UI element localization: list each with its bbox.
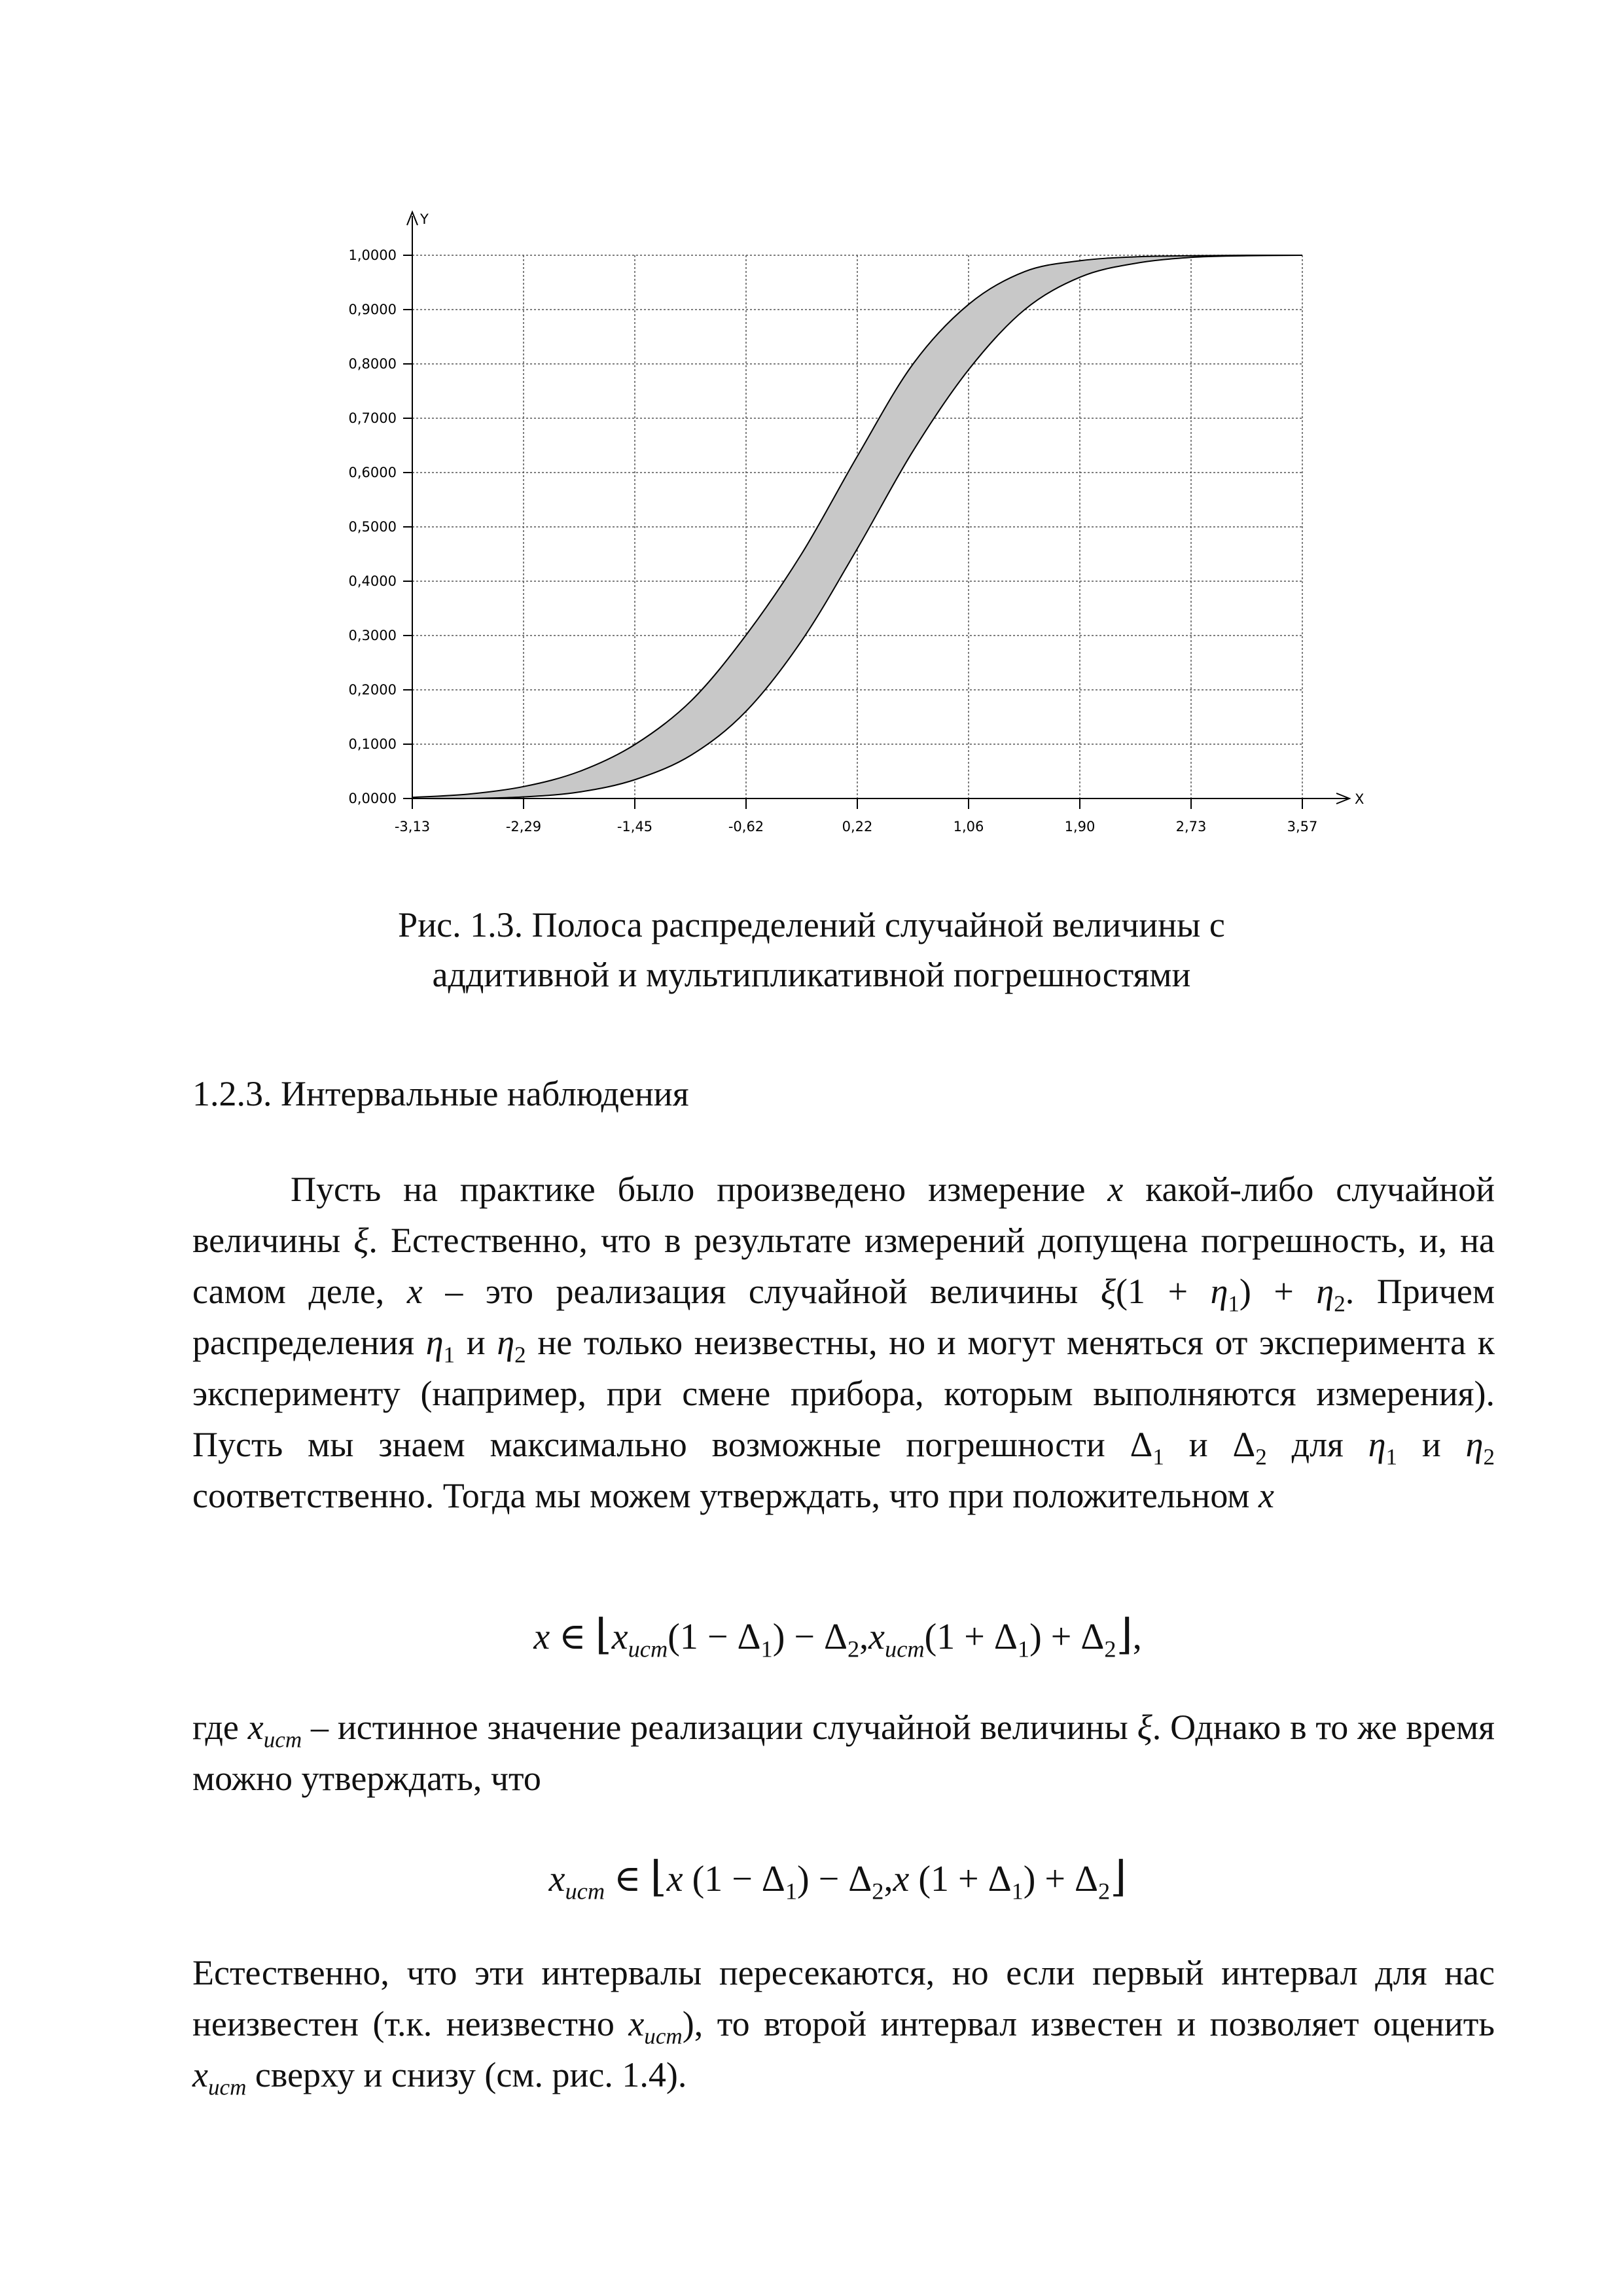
x-tick-label: 0,22 [842,819,873,834]
x-tick-labels [395,819,1318,834]
y-tick-label: 1,0000 [348,247,397,263]
y-tick-label: 0,5000 [348,519,397,535]
x-tick-label: -1,45 [616,819,653,834]
figure-caption-line-2: аддитивной и мультипликативной погрешностями [432,955,1191,994]
x-tick-label: 1,90 [1064,819,1096,834]
y-tick-label: 0,7000 [348,410,397,426]
y-tick-label: 0,6000 [348,465,397,480]
x-tick-label: -0,62 [728,819,764,834]
section-heading: 1.2.3. Интервальные наблюдения [192,1074,689,1113]
figure-caption [196,900,1427,999]
y-tick-label: 0,9000 [348,302,397,317]
random-variable-expression: $\xi(1 + \eta_1) + \eta_2$ [1100,1272,1346,1317]
y-tick-label: 0,8000 [348,356,397,372]
y-tick-label: 0,3000 [348,628,397,643]
x-tick-label: -3,13 [394,819,431,834]
y-tick-label: 0,2000 [348,682,397,698]
x-axis-label: X [1355,791,1364,807]
paragraph-true-value: где $x_{ист}$ – истинное значение реализации случайной величины ξ. Однако в то же время можно утверждать, что [192,1708,1495,1798]
figure-caption-line-1: Рис. 1.3. Полоса распределений случайной величины с [398,905,1225,944]
y-tick-labels [349,247,397,806]
formula-interval-x: x ∈ $⌊x_{ист}(1 - \Delta_1) - \Delta_2,x_{ист}(1 + \Delta_1)$ + $\Delta_2⌋$, [533,1611,1142,1662]
y-tick-label: 0,0000 [348,791,397,806]
x-tick-label: -2,29 [505,819,542,834]
paragraph-conclusion: Естественно, что эти интервалы пересекаются, но если первый интервал для нас неизвестен (т.к. неизвестно $x_{ист}$), то второй интервал известен и позволяет оценить $x_{ист}$ сверху и снизу (см. рис. 1.4). [192,1953,1495,2100]
x-tick-label: 2,73 [1175,819,1207,834]
x-tick-label: 3,57 [1287,819,1318,834]
paragraph-intro: Пусть на практике было произведено измерение x какой-либо случайной величины ξ. Естественно, что в результате измерений допущена погрешность, и, на самом деле, x – это реализация случайной величины $\xi(1 + \eta_1) + \eta_2$. Причем распределения $\eta_1$ и $\eta_2$ не только неизвестны, но и могут меняться от эксперимента к эксперименту (например, при смене прибора, которым выполняются измерения). Пусть мы знаем максимально возможные погрешности $\Delta_1$ и $\Delta_2$ для $\eta_1$ и $\eta_2$ соответственно. Тогда мы можем утверждать, что при положительном x [192,1170,1495,1515]
formula-interval-x-ist: $x_{ист}$ ∈ ⌊x $(1 - \Delta_1) - \Delta_2,x$ $(1 + \Delta_1)$ + $\Delta_2⌋$ [548,1854,1127,1905]
x-tick-label: 1,06 [953,819,984,834]
distribution-band-chart [275,209,1387,851]
y-tick-label: 0,1000 [348,736,397,752]
y-axis-label: Y [420,211,429,227]
y-tick-label: 0,4000 [348,573,397,589]
